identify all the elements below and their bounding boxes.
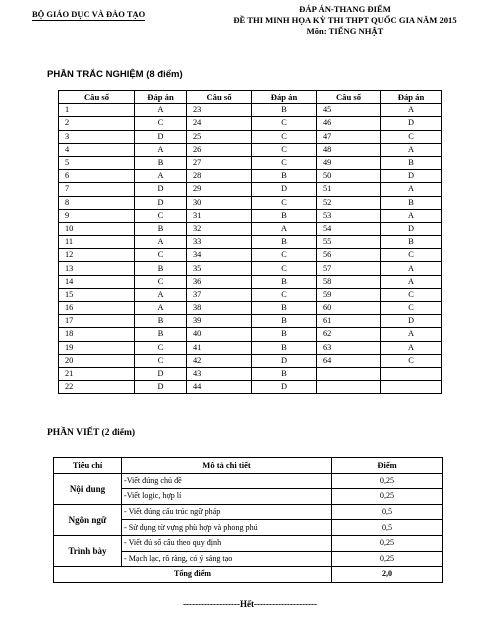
question-number: 20: [59, 354, 135, 367]
criteria-description: - Sử dụng từ vựng phù hợp và phong phú: [122, 520, 332, 536]
answer-letter: A: [135, 104, 187, 117]
document-title-block: [210, 4, 480, 37]
question-number: 46: [317, 117, 381, 130]
question-number: 48: [317, 143, 381, 156]
rubric-row: [54, 473, 443, 489]
question-number: 53: [317, 209, 381, 222]
question-number: 63: [317, 341, 381, 354]
answer-letter: A: [135, 170, 187, 183]
answer-key-row: [59, 209, 442, 222]
answer-letter: C: [252, 130, 317, 143]
answer-letter: B: [252, 104, 317, 117]
criteria-description: -Viết đúng chủ đề: [122, 473, 332, 489]
answer-letter: D: [381, 315, 442, 328]
criteria-points: 0,5: [332, 504, 443, 520]
question-number: 11: [59, 236, 135, 249]
section-writing-title: PHẦN VIẾT (2 điểm): [47, 428, 136, 438]
answer-letter: C: [381, 130, 442, 143]
answer-letter: C: [381, 288, 442, 301]
question-number: 28: [187, 170, 252, 183]
answer-key-row: [59, 354, 442, 367]
criteria-description: - Mạch lạc, rõ ràng, có ý sáng tạo: [122, 551, 332, 567]
answer-letter: B: [252, 275, 317, 288]
question-number: 58: [317, 275, 381, 288]
answer-letter: C: [252, 249, 317, 262]
question-number: 36: [187, 275, 252, 288]
question-number: 27: [187, 156, 252, 169]
answer-letter: D: [135, 196, 187, 209]
question-number: 41: [187, 341, 252, 354]
answer-key-row: [59, 156, 442, 169]
answer-letter: D: [381, 222, 442, 235]
criteria-points: 0,5: [332, 520, 443, 536]
answer-key-row: [59, 381, 442, 394]
question-number: 26: [187, 143, 252, 156]
answer-key-table: [58, 90, 442, 394]
writing-rubric-table: [53, 457, 443, 583]
answer-letter: B: [135, 156, 187, 169]
answer-letter: C: [135, 341, 187, 354]
title-line-2: ĐỀ THI MINH HỌA KỲ THI THPT QUỐC GIA NĂM 2015: [233, 15, 457, 25]
answer-letter: C: [381, 354, 442, 367]
question-number: 61: [317, 315, 381, 328]
answer-letter: D: [135, 183, 187, 196]
answer-letter: B: [135, 262, 187, 275]
answer-key-row: [59, 104, 442, 117]
question-number: 64: [317, 354, 381, 367]
end-marker: -------------------Hết---------------------: [183, 599, 317, 609]
answer-letter: B: [381, 156, 442, 169]
answer-key-row: [59, 367, 442, 380]
question-number: 17: [59, 315, 135, 328]
question-number: 2: [59, 117, 135, 130]
answer-key-row: [59, 288, 442, 301]
answer-key-row: [59, 183, 442, 196]
answer-letter: B: [381, 196, 442, 209]
criteria-points: 0,25: [332, 473, 443, 489]
question-number: 25: [187, 130, 252, 143]
criteria-points: 0,25: [332, 489, 443, 505]
answer-letter: B: [135, 328, 187, 341]
criteria-name: Ngôn ngữ: [54, 504, 122, 535]
answer-letter: D: [381, 170, 442, 183]
section-mc-title: PHẦN TRẮC NGHIỆM (8 điểm): [47, 69, 183, 80]
answer-key-row: [59, 117, 442, 130]
answer-letter: C: [381, 249, 442, 262]
question-number: 23: [187, 104, 252, 117]
question-number: 62: [317, 328, 381, 341]
answer-key-row: [59, 249, 442, 262]
rubric-body: [54, 473, 443, 567]
question-number: 57: [317, 262, 381, 275]
answer-letter: [381, 367, 442, 380]
rubric-total-row: [54, 567, 443, 583]
answer-letter: A: [135, 288, 187, 301]
answer-letter: C: [252, 143, 317, 156]
total-label: Tổng điểm: [54, 567, 332, 583]
question-number: 54: [317, 222, 381, 235]
answer-letter: B: [252, 328, 317, 341]
question-number: 38: [187, 302, 252, 315]
answer-letter: C: [252, 262, 317, 275]
answer-letter: A: [381, 183, 442, 196]
answer-key-row: [59, 196, 442, 209]
col-header-answer: Đáp án: [252, 91, 317, 104]
answer-letter: C: [135, 209, 187, 222]
answer-letter: [381, 381, 442, 394]
answer-letter: B: [135, 222, 187, 235]
answer-letter: A: [135, 302, 187, 315]
ministry-name: BỘ GIÁO DỤC VÀ ĐÀO TẠO: [32, 9, 146, 19]
answer-letter: C: [135, 117, 187, 130]
answer-key-header-row: [59, 91, 442, 104]
answer-letter: C: [252, 196, 317, 209]
question-number: 14: [59, 275, 135, 288]
question-number: 39: [187, 315, 252, 328]
question-number: 49: [317, 156, 381, 169]
answer-letter: A: [381, 328, 442, 341]
answer-letter: B: [252, 209, 317, 222]
question-number: 31: [187, 209, 252, 222]
answer-key-row: [59, 275, 442, 288]
answer-letter: B: [252, 170, 317, 183]
question-number: 30: [187, 196, 252, 209]
title-line-3: Môn: TIẾNG NHẬT: [306, 26, 384, 36]
answer-letter: C: [381, 302, 442, 315]
question-number: 24: [187, 117, 252, 130]
question-number: 45: [317, 104, 381, 117]
question-number: 9: [59, 209, 135, 222]
col-header-description: Mô tả chi tiết: [122, 458, 332, 474]
answer-letter: C: [252, 288, 317, 301]
col-header-question: Câu số: [187, 91, 252, 104]
rubric-row: [54, 504, 443, 520]
question-number: 18: [59, 328, 135, 341]
answer-key-body: [59, 104, 442, 394]
question-number: 51: [317, 183, 381, 196]
answer-letter: D: [135, 381, 187, 394]
criteria-name: Trình bày: [54, 535, 122, 566]
answer-letter: D: [252, 354, 317, 367]
criteria-description: - Viết đủ số câu theo quy định: [122, 535, 332, 551]
question-number: 5: [59, 156, 135, 169]
answer-letter: C: [252, 156, 317, 169]
answer-letter: B: [381, 236, 442, 249]
answer-key-row: [59, 170, 442, 183]
answer-letter: A: [135, 236, 187, 249]
answer-letter: B: [252, 367, 317, 380]
question-number: [317, 381, 381, 394]
rubric-row: [54, 535, 443, 551]
answer-letter: C: [252, 117, 317, 130]
col-header-question: Câu số: [59, 91, 135, 104]
question-number: 1: [59, 104, 135, 117]
col-header-points: Điểm: [332, 458, 443, 474]
question-number: 16: [59, 302, 135, 315]
answer-letter: B: [135, 315, 187, 328]
criteria-description: -Viết logic, hợp lí: [122, 489, 332, 505]
rubric-header-row: [54, 458, 443, 474]
question-number: 43: [187, 367, 252, 380]
answer-letter: C: [135, 354, 187, 367]
answer-letter: A: [381, 104, 442, 117]
question-number: 19: [59, 341, 135, 354]
answer-letter: A: [381, 262, 442, 275]
answer-letter: C: [135, 275, 187, 288]
question-number: 21: [59, 367, 135, 380]
answer-key-row: [59, 341, 442, 354]
answer-key-row: [59, 143, 442, 156]
question-number: 13: [59, 262, 135, 275]
answer-letter: A: [135, 143, 187, 156]
question-number: 7: [59, 183, 135, 196]
answer-letter: D: [135, 367, 187, 380]
col-header-question: Câu số: [317, 91, 381, 104]
question-number: 55: [317, 236, 381, 249]
question-number: 8: [59, 196, 135, 209]
answer-letter: D: [135, 130, 187, 143]
question-number: 37: [187, 288, 252, 301]
question-number: 40: [187, 328, 252, 341]
col-header-criteria: Tiêu chí: [54, 458, 122, 474]
answer-letter: A: [252, 222, 317, 235]
answer-letter: A: [381, 275, 442, 288]
question-number: 50: [317, 170, 381, 183]
question-number: 47: [317, 130, 381, 143]
criteria-points: 0,25: [332, 535, 443, 551]
answer-letter: B: [252, 236, 317, 249]
question-number: 29: [187, 183, 252, 196]
criteria-points: 0,25: [332, 551, 443, 567]
answer-letter: D: [381, 117, 442, 130]
question-number: 6: [59, 170, 135, 183]
answer-key-row: [59, 130, 442, 143]
answer-key-row: [59, 262, 442, 275]
total-points: 2,0: [332, 567, 443, 583]
question-number: [317, 367, 381, 380]
answer-letter: B: [252, 315, 317, 328]
answer-key-row: [59, 236, 442, 249]
answer-letter: B: [252, 341, 317, 354]
question-number: 15: [59, 288, 135, 301]
answer-letter: B: [252, 302, 317, 315]
answer-letter: C: [135, 249, 187, 262]
answer-letter: A: [381, 209, 442, 222]
question-number: 42: [187, 354, 252, 367]
answer-letter: A: [381, 143, 442, 156]
question-number: 4: [59, 143, 135, 156]
criteria-description: - Viết đúng cấu trúc ngữ pháp: [122, 504, 332, 520]
answer-letter: A: [381, 341, 442, 354]
col-header-answer: Đáp án: [135, 91, 187, 104]
question-number: 22: [59, 381, 135, 394]
question-number: 60: [317, 302, 381, 315]
question-number: 59: [317, 288, 381, 301]
col-header-answer: Đáp án: [381, 91, 442, 104]
answer-key-row: [59, 315, 442, 328]
title-line-1: ĐÁP ÁN-THANG ĐIỂM: [299, 4, 391, 14]
question-number: 56: [317, 249, 381, 262]
question-number: 33: [187, 236, 252, 249]
criteria-name: Nội dung: [54, 473, 122, 504]
answer-key-row: [59, 328, 442, 341]
question-number: 35: [187, 262, 252, 275]
answer-letter: D: [252, 183, 317, 196]
question-number: 3: [59, 130, 135, 143]
question-number: 32: [187, 222, 252, 235]
answer-key-row: [59, 222, 442, 235]
question-number: 52: [317, 196, 381, 209]
question-number: 44: [187, 381, 252, 394]
question-number: 34: [187, 249, 252, 262]
question-number: 10: [59, 222, 135, 235]
question-number: 12: [59, 249, 135, 262]
answer-key-row: [59, 302, 442, 315]
answer-letter: D: [252, 381, 317, 394]
